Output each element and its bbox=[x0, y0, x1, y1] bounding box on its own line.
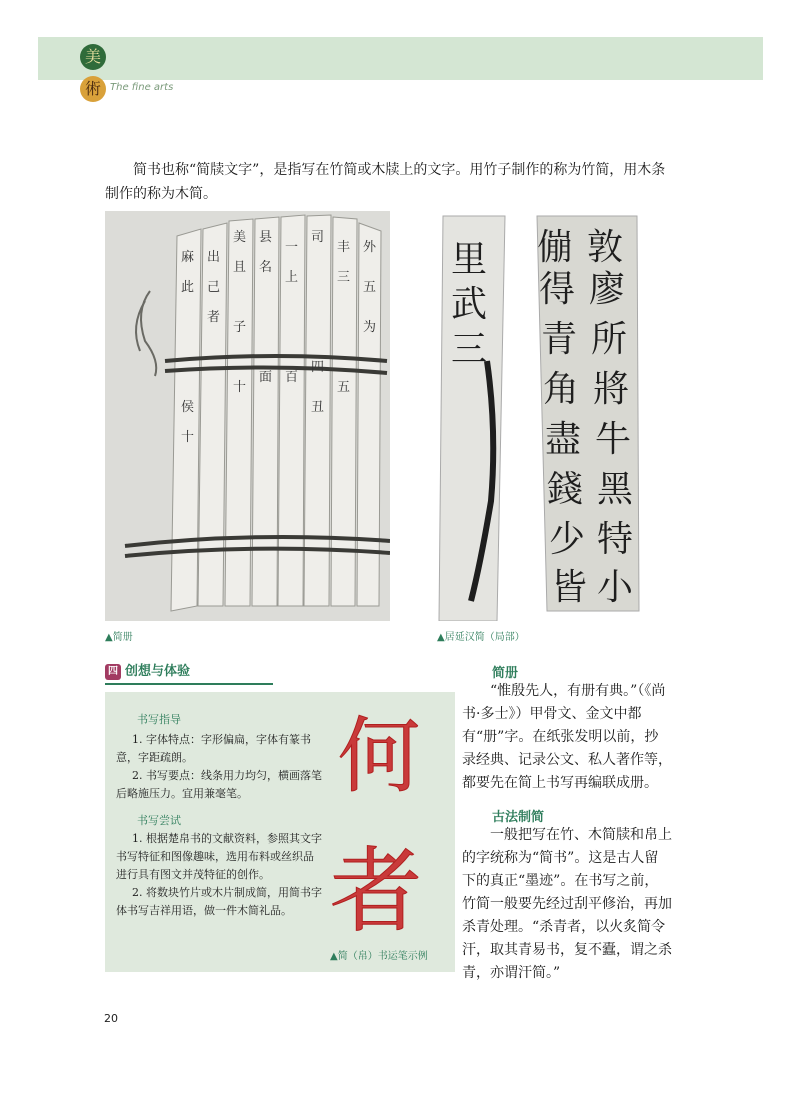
right-paragraph-2: 一般把写在竹、木简牍和帛上的字统称为“简书”。这是古人留下的真正“墨迹”。在书写之前，竹简一般要先经过刮平修治，再加杀青处理。“杀青者，以火炙简令汗，取其青易书，复不蠹，谓之杀青，亦谓汗简。” bbox=[462, 827, 672, 981]
right-paragraph-1: “惟殷先人，有册有典。”（《尚书·多士》）甲骨文、金文中都有“册”字。在纸张发明以前，抄录经典、记录公文、私人著作等，都要先在简上书写再编联成册。 bbox=[462, 683, 672, 791]
juyan-slips-illustration bbox=[437, 211, 641, 621]
svg-text:丑: 丑 bbox=[311, 400, 325, 415]
svg-text:出: 出 bbox=[207, 250, 221, 265]
juyan-slips-photo bbox=[437, 211, 641, 621]
bamboo-slips-illustration bbox=[105, 211, 390, 621]
svg-text:錢: 錢 bbox=[547, 469, 584, 510]
header-subtitle: The fine arts bbox=[110, 82, 174, 93]
svg-text:子: 子 bbox=[233, 320, 247, 335]
svg-text:己: 己 bbox=[207, 280, 221, 295]
svg-text:黑: 黑 bbox=[597, 469, 634, 510]
svg-text:三: 三 bbox=[337, 270, 351, 285]
right-heading-1: 简册 bbox=[492, 666, 519, 681]
svg-text:麻: 麻 bbox=[181, 250, 195, 265]
svg-text:得: 得 bbox=[539, 269, 576, 310]
header-band bbox=[38, 37, 763, 80]
svg-text:者: 者 bbox=[207, 310, 221, 325]
svg-text:五: 五 bbox=[363, 280, 377, 295]
stroke-example-zhe: 者 bbox=[330, 838, 423, 945]
svg-text:三: 三 bbox=[451, 329, 488, 370]
try-item-2: 2. 将数块竹片或木片制成简，用简书字体书写吉祥用语，做一件木简礼品。 bbox=[116, 886, 322, 917]
svg-text:少: 少 bbox=[549, 519, 586, 560]
svg-text:此: 此 bbox=[181, 280, 195, 295]
svg-text:名: 名 bbox=[259, 260, 273, 275]
activity-title: 创想与体验 bbox=[125, 664, 191, 679]
svg-text:十: 十 bbox=[181, 430, 195, 445]
stroke-example-he: 何 bbox=[338, 709, 421, 804]
activity-heading bbox=[105, 660, 190, 680]
svg-text:皆: 皆 bbox=[551, 567, 588, 608]
svg-text:廖: 廖 bbox=[589, 269, 626, 310]
svg-text:青: 青 bbox=[541, 319, 578, 360]
svg-text:侯: 侯 bbox=[181, 400, 195, 415]
svg-text:丰: 丰 bbox=[337, 240, 351, 255]
svg-text:上: 上 bbox=[285, 270, 299, 285]
svg-text:所: 所 bbox=[591, 319, 628, 360]
svg-text:五: 五 bbox=[337, 380, 351, 395]
svg-text:十: 十 bbox=[233, 380, 247, 395]
svg-text:百: 百 bbox=[285, 370, 299, 385]
svg-text:为: 为 bbox=[363, 320, 377, 335]
svg-text:里: 里 bbox=[451, 239, 488, 280]
svg-text:牛: 牛 bbox=[595, 419, 632, 460]
svg-text:將: 將 bbox=[593, 369, 630, 410]
svg-text:司: 司 bbox=[311, 230, 325, 245]
bamboo-slips-photo bbox=[105, 211, 390, 621]
logo-mei: 美 bbox=[80, 44, 106, 70]
section-divider bbox=[105, 683, 273, 685]
logo-shu: 術 bbox=[80, 76, 106, 102]
svg-text:武: 武 bbox=[451, 284, 488, 325]
guide-item-1: 1. 字体特点：字形偏扁，字体有篆书意，字距疏朗。 bbox=[116, 733, 311, 764]
page-number: 20 bbox=[104, 1012, 118, 1025]
svg-text:外: 外 bbox=[363, 240, 377, 255]
svg-text:美: 美 bbox=[233, 230, 247, 245]
try-label: 书写尝试 bbox=[137, 814, 181, 827]
right-heading-2: 古法制简 bbox=[492, 810, 545, 825]
svg-text:面: 面 bbox=[259, 370, 273, 385]
svg-text:一: 一 bbox=[285, 240, 299, 255]
svg-text:四: 四 bbox=[311, 360, 325, 375]
guide-item-2: 2. 书写要点：线条用力均匀，横画落笔后略施压力。宜用兼毫笔。 bbox=[116, 769, 322, 800]
svg-text:县: 县 bbox=[259, 230, 273, 245]
svg-text:且: 且 bbox=[233, 260, 247, 275]
svg-text:敦: 敦 bbox=[587, 227, 624, 268]
figure-caption-left: ▲简册 bbox=[105, 632, 133, 643]
svg-text:小: 小 bbox=[597, 567, 634, 608]
try-item-1: 1. 根据楚帛书的文献资料，参照其文字书写特征和图像趣味，选用布料或丝织品进行具有图文并茂特征的创作。 bbox=[116, 832, 322, 881]
svg-text:盡: 盡 bbox=[545, 419, 582, 460]
guide-label: 书写指导 bbox=[137, 713, 181, 726]
figure-caption-right: ▲居延汉简（局部） bbox=[437, 632, 525, 643]
stroke-caption: ▲简（帛）书运笔示例 bbox=[330, 951, 428, 962]
section-badge-icon: 四 bbox=[105, 664, 121, 680]
svg-text:傰: 傰 bbox=[537, 227, 574, 268]
svg-text:角: 角 bbox=[543, 369, 580, 410]
svg-text:特: 特 bbox=[597, 519, 634, 560]
intro-paragraph: 简书也称“简牍文字”，是指写在竹简或木牍上的文字。用竹子制作的称为竹简，用木条制作的称为木简。 bbox=[105, 162, 666, 202]
